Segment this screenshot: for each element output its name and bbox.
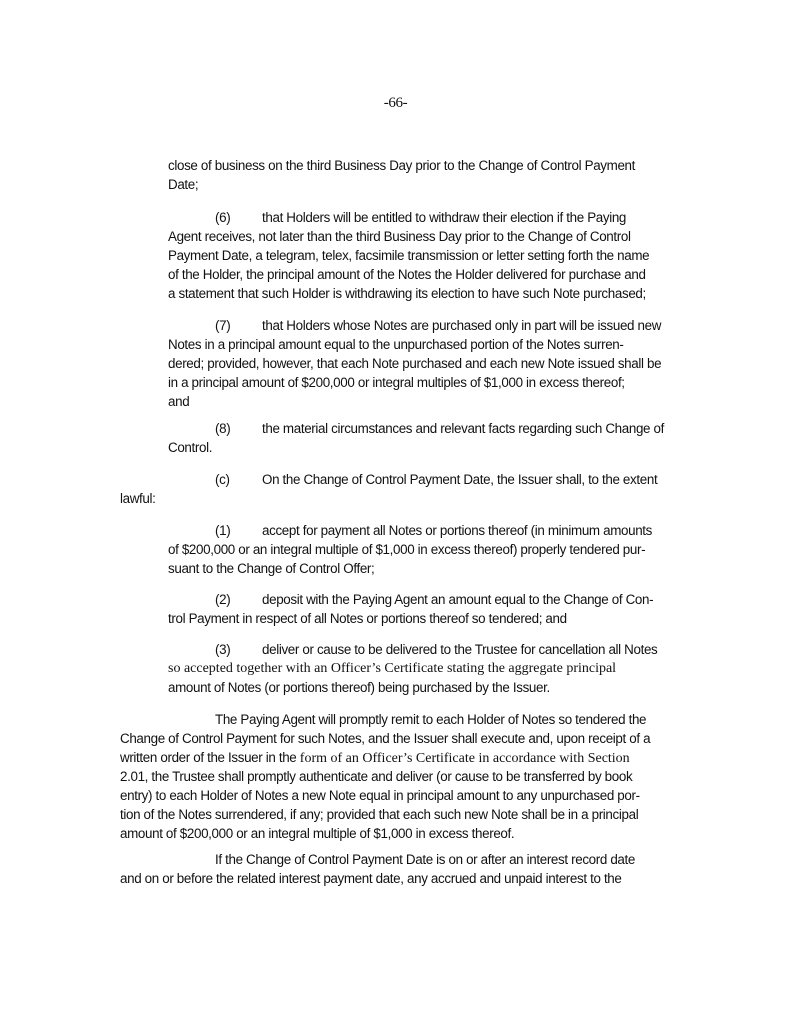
- text-line: accept for payment all Notes or portions thereof (in minimum amounts: [262, 523, 653, 538]
- text-segment-serif: form of an Officer’s Certificate in accordance with Section: [299, 751, 630, 766]
- text-line: Notes in a principal amount equal to the unpurchased portion of the Notes surren-: [168, 337, 624, 352]
- text-line: Agent receives, not later than the third Business Day prior to the Change of Control: [168, 229, 631, 244]
- text-line: and: [168, 394, 190, 409]
- text-line: suant to the Change of Control Offer;: [168, 561, 375, 576]
- text-line: Date;: [168, 177, 199, 192]
- text-line: [120, 748, 630, 769]
- text-line: and on or before the related interest payment date, any accrued and unpaid interest to the: [120, 871, 622, 886]
- text-line: dered; provided, however, that each Note purchased and each new Note issued shall be: [168, 356, 662, 371]
- text-line: that Holders whose Notes are purchased only in part will be issued new: [262, 318, 662, 333]
- text-line: deposit with the Paying Agent an amount equal to the Change of Con-: [262, 592, 654, 607]
- item-number: (6): [215, 210, 231, 225]
- item-number: (7): [215, 318, 231, 333]
- text-line: trol Payment in respect of all Notes or portions thereof so tendered; and: [168, 611, 567, 626]
- text-line: so accepted together with an Officer’s Certificate stating the aggregate principal: [168, 661, 617, 676]
- text-line: a statement that such Holder is withdrawing its election to have such Note purchased;: [168, 286, 646, 301]
- text-line: entry) to each Holder of Notes a new Note equal in principal amount to any unpurchased por-: [120, 788, 640, 803]
- item-number: (3): [215, 642, 231, 657]
- item-number: (8): [215, 421, 231, 436]
- text-line: 2.01, the Trustee shall promptly authenticate and deliver (or cause to be transferred by book: [120, 769, 633, 784]
- text-line: amount of $200,000 or an integral multiple of $1,000 in excess thereof.: [120, 826, 515, 841]
- text-line: deliver or cause to be delivered to the Trustee for cancellation all Notes: [262, 642, 658, 657]
- text-line: in a principal amount of $200,000 or integral multiples of $1,000 in excess thereof;: [168, 375, 625, 390]
- text-line: Control.: [168, 440, 213, 455]
- text-line: If the Change of Control Payment Date is on or after an interest record date: [215, 852, 635, 867]
- text-line: Payment Date, a telegram, telex, facsimile transmission or letter setting forth the name: [168, 248, 650, 263]
- item-number: (1): [215, 523, 231, 538]
- text-line: The Paying Agent will promptly remit to each Holder of Notes so tendered the: [215, 712, 647, 727]
- text-line: of the Holder, the principal amount of the Notes the Holder delivered for purchase and: [168, 267, 646, 282]
- text-line: On the Change of Control Payment Date, the Issuer shall, to the extent: [262, 472, 658, 487]
- text-line: the material circumstances and relevant facts regarding such Change of: [262, 421, 664, 436]
- text-line: lawful:: [120, 491, 156, 506]
- text-line: that Holders will be entitled to withdraw their election if the Paying: [262, 210, 627, 225]
- page-number: -66-: [383, 95, 408, 111]
- section-letter: (c): [215, 472, 230, 487]
- text-line: Change of Control Payment for such Notes, and the Issuer shall execute and, upon receipt of a: [120, 731, 651, 746]
- text-line: tion of the Notes surrendered, if any; provided that each such new Note shall be in a principal: [120, 807, 639, 822]
- text-line: close of business on the third Business Day prior to the Change of Control Payment: [168, 158, 636, 173]
- text-line: of $200,000 or an integral multiple of $1,000 in excess thereof) properly tendered pur-: [168, 542, 646, 557]
- item-number: (2): [215, 592, 231, 607]
- text-line: amount of Notes (or portions thereof) being purchased by the Issuer.: [168, 680, 550, 695]
- text-segment: written order of the Issuer in the: [120, 750, 297, 765]
